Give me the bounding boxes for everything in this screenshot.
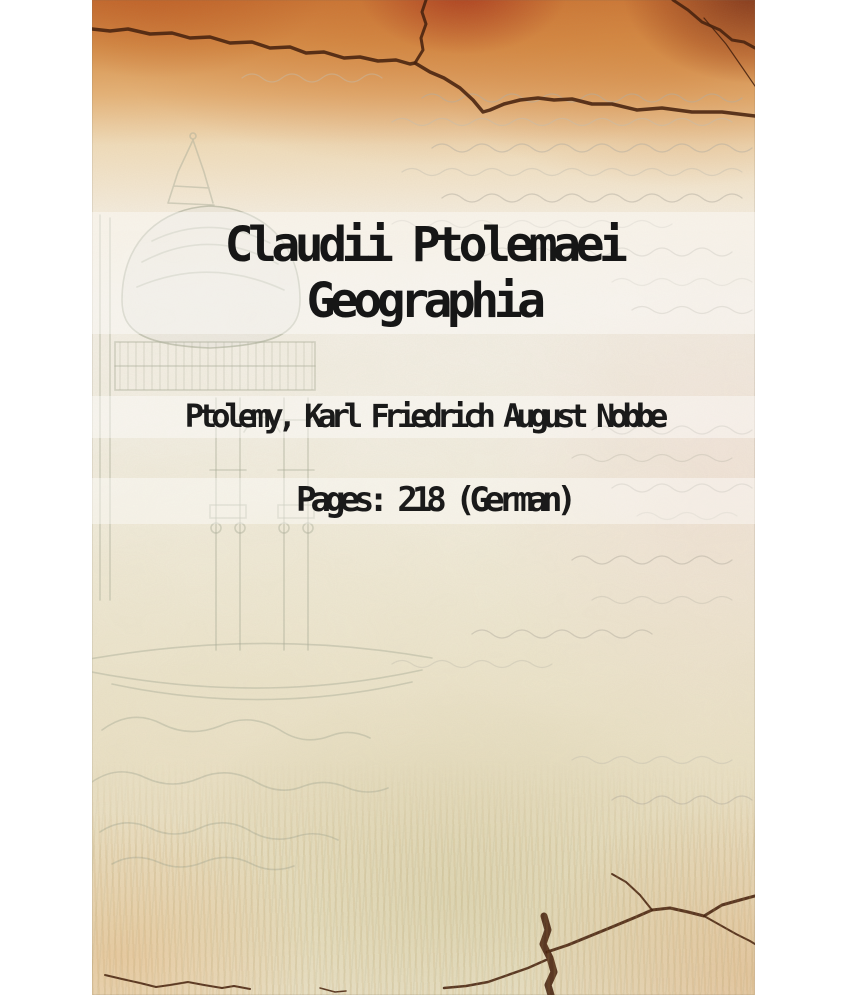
book-title-line1: Claudii Ptolemaei: [224, 217, 623, 273]
bottom-stroke-texture: [92, 760, 755, 995]
book-title: [92, 217, 755, 329]
book-cover: [92, 0, 755, 995]
book-title-line2: Geographia: [306, 273, 541, 329]
book-author: Ptolemy, Karl Friedrich August Nobbe: [184, 397, 663, 435]
book-pages-info: Pages: 218 (German): [296, 480, 571, 520]
